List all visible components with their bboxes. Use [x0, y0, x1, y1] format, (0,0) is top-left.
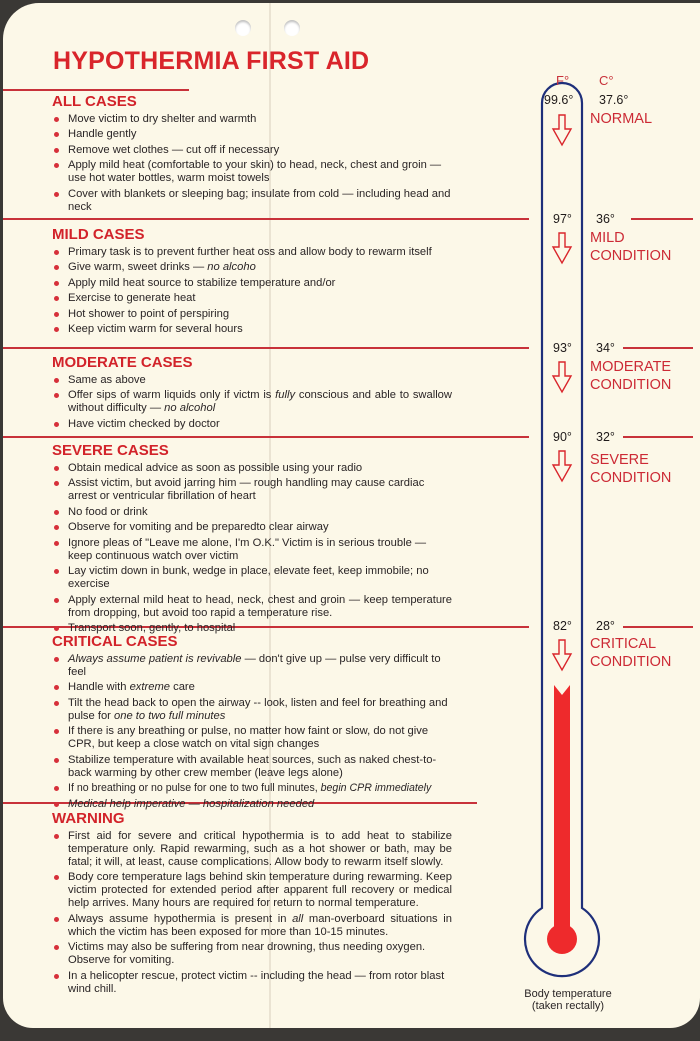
list-item: Stabilize temperature with available heat sources, such as naked chest-to-back warming by other crew member (leave legs alone) [52, 754, 452, 780]
item-text: care [170, 681, 195, 693]
list-item: Remove wet clothes — cut off if necessary [52, 144, 452, 157]
temp-c: 36° [596, 212, 615, 226]
item-emphasis: no alcoho [207, 261, 256, 273]
item-text: man-overboard situations in which the victim has been exposed for more than 10-15 minutes. [68, 912, 452, 938]
temp-c: 37.6° [599, 93, 629, 107]
arrow-down-icon [553, 362, 571, 392]
condition-line: CONDITION [590, 248, 672, 264]
section-heading: SEVERE CASES [52, 442, 169, 459]
condition-label: NORMAL [590, 111, 653, 127]
condition-line: CONDITION [590, 377, 672, 393]
condition-line: CONDITION [590, 470, 672, 486]
section-heading: WARNING [52, 810, 125, 827]
arrow-down-icon [553, 451, 571, 481]
caption-line: (taken rectally) [531, 1000, 605, 1012]
temp-f: 93° [553, 341, 572, 355]
temp-f: 97° [553, 212, 572, 226]
item-text: Handle with [68, 681, 130, 693]
list-item: Observe for vomiting and be preparedto clear airway [52, 521, 452, 534]
list-item: In a helicopter rescue, protect victim -- including the head — from rotor blast wind chill. [52, 970, 452, 996]
temp-f: 90° [553, 430, 572, 444]
item-emphasis: all [292, 912, 304, 925]
section-heading: CRITICAL CASES [52, 633, 178, 650]
arrow-down-icon [553, 233, 571, 263]
temp-c: 34° [596, 341, 615, 355]
condition-line: CONDITION [590, 654, 672, 670]
list-item: Lay victim down in bunk, wedge in place, elevate feet, keep immobile; no exercise [52, 565, 452, 591]
list-item: If there is any breathing or pulse, no matter how faint or slow, do not give CPR, but keep a close watch on vital sign changes [52, 725, 452, 751]
item-emphasis: Medical help imperative — hospitalization needed [68, 797, 315, 810]
fahrenheit-header: F° [556, 73, 570, 88]
list-item: Apply mild heat (comfortable to your skin) to head, neck, chest and groin — use hot water bottles, warm moist towels [52, 159, 452, 185]
thermometer-bulb [547, 924, 577, 954]
item-emphasis: extreme [129, 681, 170, 693]
list-item: Ignore pleas of "Leave me alone, I'm O.K." Victim is in serious trouble — keep continuous watch over victim [52, 537, 452, 563]
section-heading: MILD CASES [52, 226, 145, 243]
item-emphasis: Always assume patient is revivable [68, 652, 242, 665]
list-item: Hot shower to point of perspiring [52, 308, 452, 321]
temp-f: 99.6° [544, 93, 574, 107]
condition-line: SEVERE [590, 452, 649, 468]
list-item: Move victim to dry shelter and warmth [52, 113, 452, 126]
list-item: No food or drink [52, 506, 452, 519]
condition-line: MODERATE [590, 359, 672, 375]
section-heading: ALL CASES [52, 93, 137, 110]
item-text: Tilt the head back to open the airway -- look, listen and feel for breathing and pulse for [68, 696, 448, 722]
item-emphasis: no alcohol [164, 402, 216, 414]
item-emphasis: one to two full minutes [114, 709, 226, 722]
list-item: Primary task is to prevent further heat oss and allow body to rewarm itself [52, 246, 452, 259]
list-item: Apply external mild heat to head, neck, chest and groin — keep temperature from dropping, but avoid too rapid a temperature rise. [52, 594, 452, 620]
list-item: Assist victim, but avoid jarring him — rough handling may cause cardiac arrest or ventricular fibrillation of heart [52, 477, 452, 503]
list-item: Obtain medical advice as soon as possible using your radio [52, 462, 452, 475]
section-heading: MODERATE CASES [52, 354, 193, 371]
temp-f: 82° [553, 619, 572, 633]
celsius-header: C° [599, 73, 614, 88]
item-text: Always assume hypothermia is present in [68, 912, 293, 925]
condition-label [590, 451, 671, 487]
thermometer-caption [503, 988, 633, 1012]
item-text: Offer sips of warm liquids only if victm is [68, 389, 276, 401]
condition-line: MILD [590, 230, 625, 246]
item-text: — don't give up — pulse very difficult to feel [68, 652, 441, 678]
arrow-down-icon [553, 640, 571, 670]
item-emphasis: begin CPR immediately [320, 782, 432, 794]
page-title: HYPOTHERMIA FIRST AID [53, 47, 370, 75]
item-emphasis: fully [275, 389, 296, 401]
temp-c: 32° [596, 430, 615, 444]
caption-line: Body temperature [524, 988, 612, 1000]
thermometer-graphic [3, 3, 700, 1028]
list-item: Same as above [52, 374, 452, 387]
list-item: Exercise to generate heat [52, 292, 452, 305]
item-text: conscious and able to swallow without difficulty — [68, 389, 452, 414]
item-text: Give warm, sweet drinks — [68, 261, 208, 273]
condition-label [590, 229, 671, 265]
list-item: Have victim checked by doctor [52, 418, 452, 431]
hypothermia-card [3, 3, 700, 1028]
condition-label [590, 358, 671, 394]
list-item: First aid for severe and critical hypothermia is to add heat to stabilize temperature only. Rapid rewarming, such as a hot shower or bath, may be fatal; it will, at least, cause complications. Allow body to rewarm itself slowly. [52, 830, 452, 869]
arrow-down-icon [553, 115, 571, 145]
list-item: Apply mild heat source to stabilize temperature and/or [52, 277, 452, 290]
list-item: Body core temperature lags behind skin temperature during rewarming. Keep victim protected for extended period after apparent full recovery or medical help arrives. Many hours are required for return to normal temperature. [52, 871, 452, 910]
condition-label [590, 635, 671, 671]
condition-line: CRITICAL [590, 636, 657, 652]
item-text: If no breathing or no pulse for one to two full minutes, [68, 782, 321, 794]
list-item: Keep victim warm for several hours [52, 323, 452, 336]
list-item: Handle gently [52, 128, 452, 141]
thermometer-mercury [554, 685, 570, 928]
list-item: Victims may also be suffering from near drowning, thus needing oxygen. Observe for vomiting. [52, 941, 452, 967]
list-item: Cover with blankets or sleeping bag; insulate from cold — including head and neck [52, 188, 452, 214]
list-item: Transport soon, gently, to hospital [52, 622, 452, 635]
temp-c: 28° [596, 619, 615, 633]
